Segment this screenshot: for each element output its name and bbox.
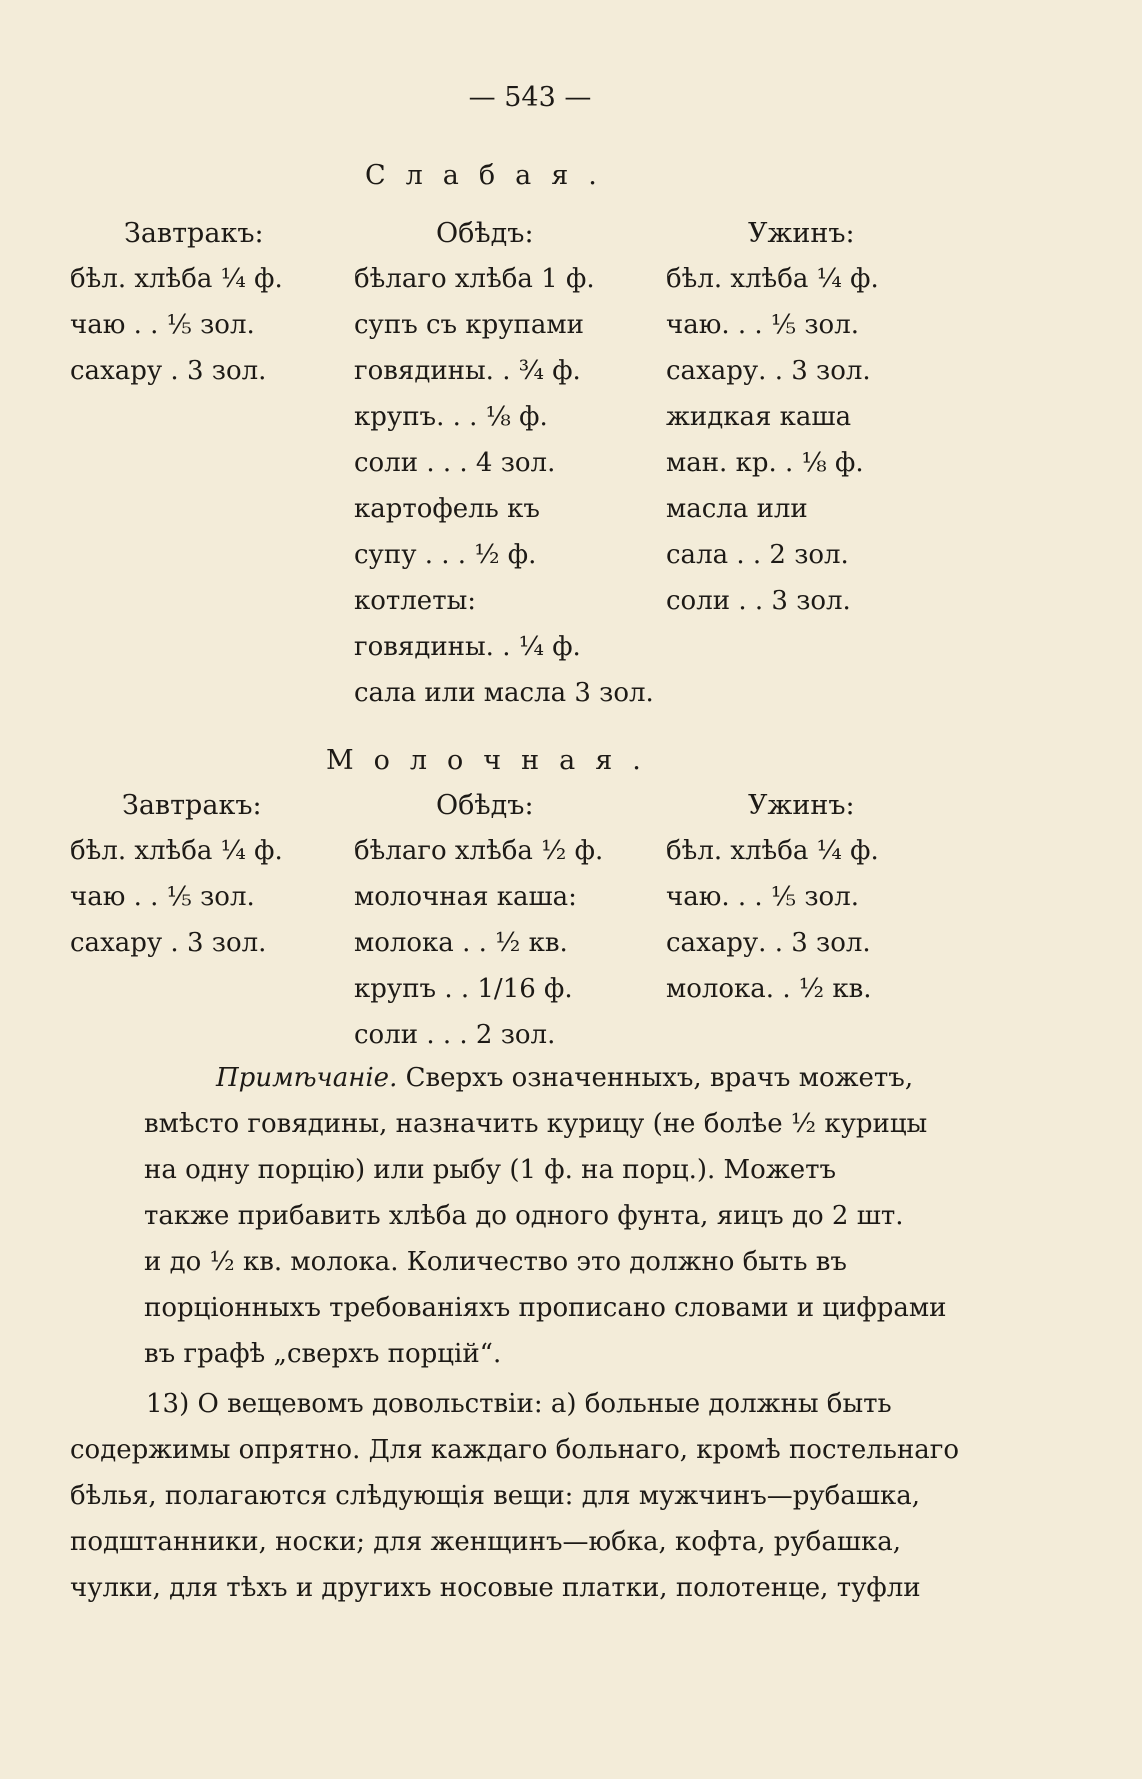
dinner-item: бѣлаго хлѣба 1 ф. — [354, 264, 595, 294]
supper-item: бѣл. хлѣба ¼ ф. — [666, 264, 879, 294]
paragraph-line: 13) О вещевомъ довольствіи: а) больные должны быть — [146, 1389, 892, 1419]
dinner-item: говядины. . ¾ ф. — [354, 356, 581, 386]
supper-item: сахару. . 3 зол. — [666, 928, 871, 958]
dinner-item: соли . . . 2 зол. — [354, 1020, 556, 1050]
page-number: — 543 — — [468, 82, 592, 113]
supper-item: соли . . 3 зол. — [666, 586, 851, 616]
supper-item: ман. кр. . ⅛ ф. — [666, 448, 864, 478]
dinner-item: бѣлаго хлѣба ½ ф. — [354, 836, 604, 866]
header-supper: Ужинъ: — [748, 790, 855, 821]
breakfast-item: бѣл. хлѣба ¼ ф. — [70, 264, 283, 294]
supper-item: бѣл. хлѣба ¼ ф. — [666, 836, 879, 866]
note-line: на одну порцію) или рыбу (1 ф. на порц.). Можетъ — [144, 1155, 837, 1185]
paragraph-line: подштанники, носки; для женщинъ—юбка, кофта, рубашка, — [70, 1527, 902, 1557]
breakfast-item: чаю . . ⅕ зол. — [70, 882, 255, 912]
supper-item: масла или — [666, 494, 808, 524]
note-line: порціонныхъ требованіяхъ прописано словами и цифрами — [144, 1293, 947, 1323]
dinner-item: котлеты: — [354, 586, 477, 616]
breakfast-item: бѣл. хлѣба ¼ ф. — [70, 836, 283, 866]
breakfast-item: чаю . . ⅕ зол. — [70, 310, 255, 340]
note-first-line — [216, 1063, 913, 1093]
breakfast-item: сахару . 3 зол. — [70, 356, 267, 386]
header-dinner: Обѣдъ: — [436, 790, 534, 821]
supper-item: молока. . ½ кв. — [666, 974, 872, 1004]
dinner-item: соли . . . 4 зол. — [354, 448, 556, 478]
dinner-item: сала или масла 3 зол. — [354, 678, 654, 708]
header-supper: Ужинъ: — [748, 218, 855, 249]
supper-item: чаю. . . ⅕ зол. — [666, 310, 859, 340]
dinner-item: крупъ. . . ⅛ ф. — [354, 402, 548, 432]
dinner-item: молока . . ½ кв. — [354, 928, 568, 958]
dinner-item: картофель къ — [354, 494, 540, 524]
breakfast-item: сахару . 3 зол. — [70, 928, 267, 958]
dinner-item: крупъ . . 1/16 ф. — [354, 974, 573, 1004]
section-title-weak: Слабая. — [365, 160, 617, 191]
supper-item: сала . . 2 зол. — [666, 540, 849, 570]
supper-item: сахару. . 3 зол. — [666, 356, 871, 386]
note-line: также прибавить хлѣба до одного фунта, яицъ до 2 шт. — [144, 1201, 904, 1231]
paragraph-line: бѣлья, полагаются слѣдующія вещи: для мужчинъ—рубашка, — [70, 1481, 921, 1511]
supper-item: чаю. . . ⅕ зол. — [666, 882, 859, 912]
note-title: Примѣчаніе. — [216, 1063, 398, 1093]
dinner-item: супу . . . ½ ф. — [354, 540, 537, 570]
dinner-item: молочная каша: — [354, 882, 577, 912]
note-line: Сверхъ означенныхъ, врачъ можетъ, — [405, 1063, 914, 1093]
paragraph-line: чулки, для тѣхъ и другихъ носовые платки, полотенце, туфли — [70, 1573, 921, 1603]
header-dinner: Обѣдъ: — [436, 218, 534, 249]
paragraph-line: содержимы опрятно. Для каждаго больнаго, кромѣ постельнаго — [70, 1435, 960, 1465]
dinner-item: супъ съ крупами — [354, 310, 584, 340]
header-breakfast: Завтракъ: — [122, 790, 262, 821]
note-line: вмѣсто говядины, назначить курицу (не болѣе ½ курицы — [144, 1109, 928, 1139]
dinner-item: говядины. . ¼ ф. — [354, 632, 581, 662]
note-line: въ графѣ „сверхъ порцій“. — [144, 1339, 502, 1369]
section-title-milk: Молочная. — [326, 745, 661, 776]
supper-item: жидкая каша — [666, 402, 852, 432]
header-breakfast: Завтракъ: — [124, 218, 264, 249]
note-line: и до ½ кв. молока. Количество это должно быть въ — [144, 1247, 847, 1277]
